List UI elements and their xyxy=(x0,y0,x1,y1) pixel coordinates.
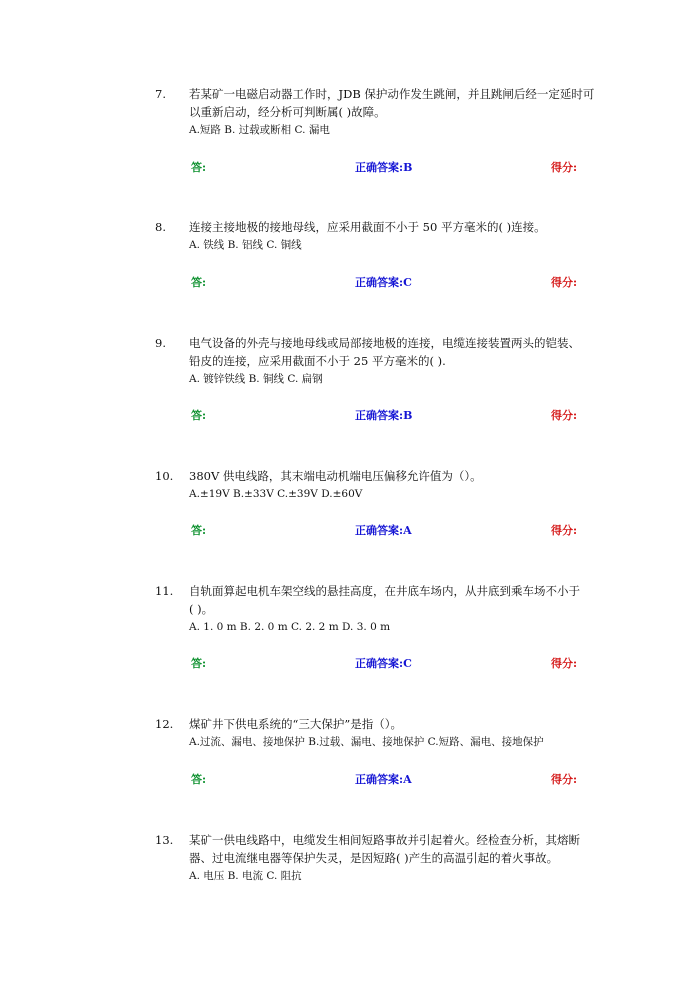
question-body xyxy=(189,333,609,387)
answer-row xyxy=(0,771,700,789)
answer-label: 答: xyxy=(191,409,207,422)
correct-answer xyxy=(355,159,412,175)
question-options: A. 电压 B. 电流 C. 阻抗 xyxy=(189,870,302,882)
correct-answer xyxy=(355,655,412,671)
correct-answer xyxy=(355,771,412,787)
correct-answer-label: 正确答案: xyxy=(355,773,404,786)
question-text-line: 380V 供电线路，其末端电动机端电压偏移允许值为（）。 xyxy=(189,469,482,483)
answer-row xyxy=(0,159,700,177)
answer-row xyxy=(0,274,700,292)
question-body xyxy=(189,714,609,750)
question-number: 11. xyxy=(155,584,174,598)
question-options: A.短路 B. 过载或断相 C. 漏电 xyxy=(189,124,330,136)
answer-label: 答: xyxy=(191,276,207,289)
question-text-line: 若某矿一电磁启动器工作时，JDB 保护动作发生跳闸，并且跳闸后经一定延时可 xyxy=(189,87,595,101)
question-number: 9. xyxy=(155,336,166,350)
question-options: A. 镀锌铁线 B. 铜线 C. 扁钢 xyxy=(189,373,323,385)
question-body xyxy=(189,217,609,253)
score-label: 得分: xyxy=(551,524,578,537)
correct-answer xyxy=(355,522,412,538)
correct-answer-value: A xyxy=(403,524,412,537)
correct-answer-label: 正确答案: xyxy=(355,161,404,174)
question-number: 13. xyxy=(155,833,174,847)
score-label: 得分: xyxy=(551,276,578,289)
score-label: 得分: xyxy=(551,657,578,670)
question-body xyxy=(189,830,609,884)
question-body xyxy=(189,466,609,502)
question-options: A. 铁线 B. 铝线 C. 铜线 xyxy=(189,239,302,251)
answer-row xyxy=(0,522,700,540)
correct-answer-value: C xyxy=(403,657,412,670)
correct-answer-value: A xyxy=(403,773,412,786)
question-body xyxy=(189,84,609,138)
answer-row xyxy=(0,655,700,673)
question-body xyxy=(189,581,609,635)
score-label: 得分: xyxy=(551,773,578,786)
question-text-line: 电气设备的外壳与接地母线或局部接地极的连接，电缆连接装置两头的铠装、 xyxy=(189,336,580,350)
correct-answer-label: 正确答案: xyxy=(355,276,404,289)
correct-answer-label: 正确答案: xyxy=(355,409,404,422)
answer-label: 答: xyxy=(191,657,207,670)
correct-answer-value: B xyxy=(403,409,413,422)
score-label: 得分: xyxy=(551,409,578,422)
question-number: 12. xyxy=(155,717,174,731)
question-options: A. 1. 0 m B. 2. 0 m C. 2. 2 m D. 3. 0 m xyxy=(189,621,391,633)
correct-answer-value: C xyxy=(403,276,412,289)
correct-answer-label: 正确答案: xyxy=(355,657,404,670)
question-text-line: 煤矿井下供电系统的“三大保护”是指（）。 xyxy=(189,717,403,731)
question-text-line: 器、过电流继电器等保护失灵，是因短路( )产生的高温引起的着火事故。 xyxy=(189,851,559,865)
answer-label: 答: xyxy=(191,773,207,786)
question-text-line: 以重新启动，经分析可判断属( )故障。 xyxy=(189,105,386,119)
question-text-line: 自轨面算起电机车架空线的悬挂高度，在井底车场内，从井底到乘车场不小于 xyxy=(189,584,580,598)
correct-answer xyxy=(355,274,412,290)
correct-answer-label: 正确答案: xyxy=(355,524,404,537)
question-text-line: ( )。 xyxy=(189,602,214,616)
correct-answer xyxy=(355,407,412,423)
question-options: A.过流、漏电、接地保护 B.过载、漏电、接地保护 C.短路、漏电、接地保护 xyxy=(189,736,544,748)
question-number: 10. xyxy=(155,469,174,483)
question-text-line: 连接主接地极的接地母线，应采用截面不小于 50 平方毫米的( )连接。 xyxy=(189,220,546,234)
answer-label: 答: xyxy=(191,161,207,174)
question-number: 8. xyxy=(155,220,166,234)
question-number: 7. xyxy=(155,87,166,101)
correct-answer-value: B xyxy=(403,161,413,174)
question-text-line: 某矿一供电线路中，电缆发生相间短路事故并引起着火。经检查分析，其熔断 xyxy=(189,833,580,847)
answer-row xyxy=(0,407,700,425)
answer-label: 答: xyxy=(191,524,207,537)
score-label: 得分: xyxy=(551,161,578,174)
question-text-line: 铅皮的连接，应采用截面不小于 25 平方毫米的( ). xyxy=(189,354,446,368)
question-options: A.±19V B.±33V C.±39V D.±60V xyxy=(189,488,363,500)
